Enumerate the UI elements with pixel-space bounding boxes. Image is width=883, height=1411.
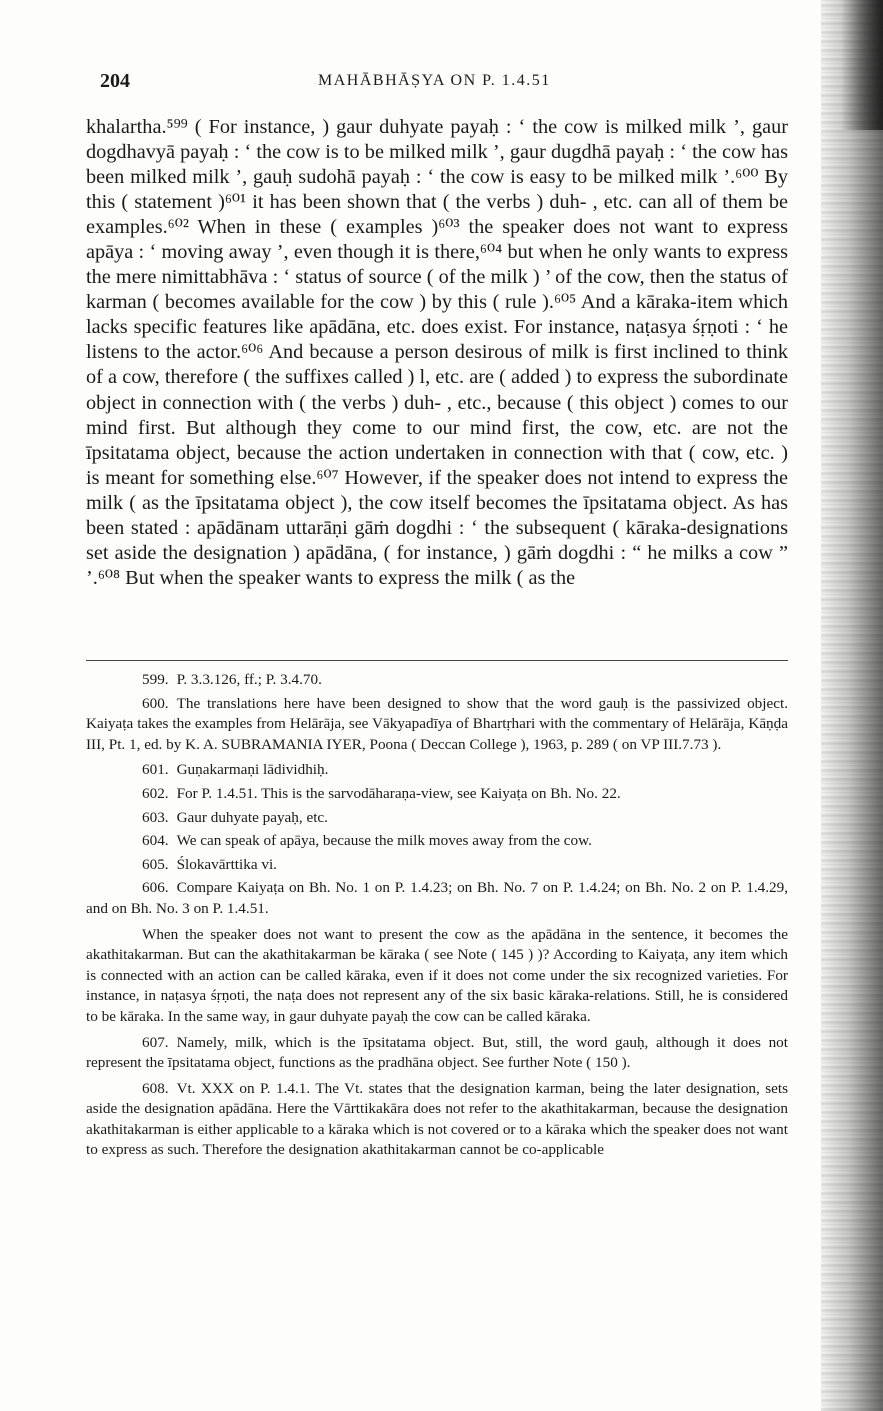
- running-head: MAHĀBHĀṢYA ON P. 1.4.51: [318, 72, 551, 89]
- footnote-606-continued: When the speaker does not want to present the cow as the apādāna in the sentence, it becomes the akathitakarman. But can the akathitakarman be kāraka ( see Note ( 145 ) )? According to Kaiyaṭa, any item which is connected with an action can be called kāraka, even if it does not come under the six recognized varieties. For instance, in naṭasya śṛṇoti, the naṭa does not represent any of the six basic kāraka-relations. Still, he is considered to be kāraka. In the same way, in gaur duhyate payaḥ the cow can be called kāraka.: [86, 925, 788, 1025]
- footnote-divider: [86, 660, 788, 661]
- footnote-602: 602. For P. 1.4.51. This is the sarvodāharaṇa-view, see Kaiyaṭa on Bh. No. 22.: [142, 784, 621, 802]
- main-paragraph: khalartha.⁵⁹⁹ ( For instance, ) gaur duhyate payaḥ : ‘ the cow is milked milk ’, gaur dogdhavyā payaḥ : ‘ the cow is to be milked milk ’, gaur dugdhā payaḥ : ‘ the cow has been milked milk ’, gauḥ sudohā payaḥ : ‘ the cow is easy to be milked milk ’.⁶⁰⁰ By this ( statement )⁶⁰¹ it has been shown that ( the verbs ) duh- , etc. can all of them be examples.⁶⁰² When in these ( examples )⁶⁰³ the speaker does not want to express apāya : ‘ moving away ’, even though it is there,⁶⁰⁴ but when he only wants to express the mere nimittabhāva : ‘ status of source ( of the milk ) ’ of the cow, then the status of karman ( becomes available for the cow ) by this ( rule ).⁶⁰⁵ And a kāraka-item which lacks specific features like apādāna, etc. does exist. For instance, naṭasya śṛṇoti : ‘ he listens to the actor.⁶⁰⁶ And because a person desirous of milk is first inclined to think of a cow, therefore ( the suffixes called ) l, etc. are ( added ) to express the subordinate object in connection with ( the verbs ) duh- , etc., because ( this object ) comes to our mind first. But although they come to our mind first, the cow, etc. are not the īpsitatama object, because the action undertaken in connection with that ( cow, etc. ) is meant for something else.⁶⁰⁷ However, if the speaker does not intend to express the milk ( as the īpsitatama object ), the cow itself becomes the īpsitatama object. As has been stated : apādānam uttarāṇi gāṁ dogdhi : ‘ the subsequent ( kāraka-designations set aside the designation ) apādāna, ( for instance, ) gāṁ dogdhi : “ he milks a cow ” ’.⁶⁰⁸ But when the speaker wants to express the milk ( as the: [86, 116, 788, 589]
- footnote-608: 608. Vt. XXX on P. 1.4.1. The Vt. states that the designation karman, being the later designation, sets aside the designation apādāna. Here the Vārttikakāra does not refer to the akathitakarman, because the designation akathitakarman is either applicable to a kāraka which is not covered or to a kāraka which the speaker does not want to express as such. Therefore the designation akathitakarman cannot be co-applicable: [86, 1079, 788, 1159]
- footnote-604: 604. We can speak of apāya, because the milk moves away from the cow.: [142, 832, 592, 850]
- page-edge-shadow: [821, 0, 883, 1411]
- page-corner-shadow: [841, 0, 883, 130]
- footnote-605: 605. Ślokavārttika vi.: [142, 855, 277, 873]
- page-header: [100, 70, 790, 100]
- footnote-607: 607. Namely, milk, which is the īpsitatama object. But, still, the word gauḥ, although it does not represent the īpsitatama object, functions as the pradhāna object. See further Note ( 150 ).: [86, 1033, 788, 1072]
- page-number: 204: [100, 70, 130, 92]
- footnote-606: 606. Compare Kaiyaṭa on Bh. No. 1 on P. 1.4.23; on Bh. No. 7 on P. 1.4.24; on Bh. No. 2 on P. 1.4.29, and on Bh. No. 3 on P. 1.4.51.: [86, 879, 788, 917]
- footnote-603: 603. Gaur duhyate payaḥ, etc.: [142, 808, 328, 826]
- footnote-600: 600. The translations here have been designed to show that the word gauḥ is the passivized object. Kaiyaṭa takes the examples from Helārāja, see Vākyapadīya of Bhartṛhari with the commentary of Helārāja, Kāṇḍa III, Pt. 1, ed. by K. A. SUBRAMANIA IYER, Poona ( Deccan College ), 1963, p. 289 ( on VP III.7.73 ).: [86, 694, 788, 753]
- footnote-601: 601. Guṇakarmaṇi lādividhiḥ.: [142, 761, 329, 779]
- footnotes: [86, 670, 788, 1166]
- main-text: [86, 115, 788, 591]
- footnote-599: 599. P. 3.3.126, ff.; P. 3.4.70.: [142, 671, 322, 688]
